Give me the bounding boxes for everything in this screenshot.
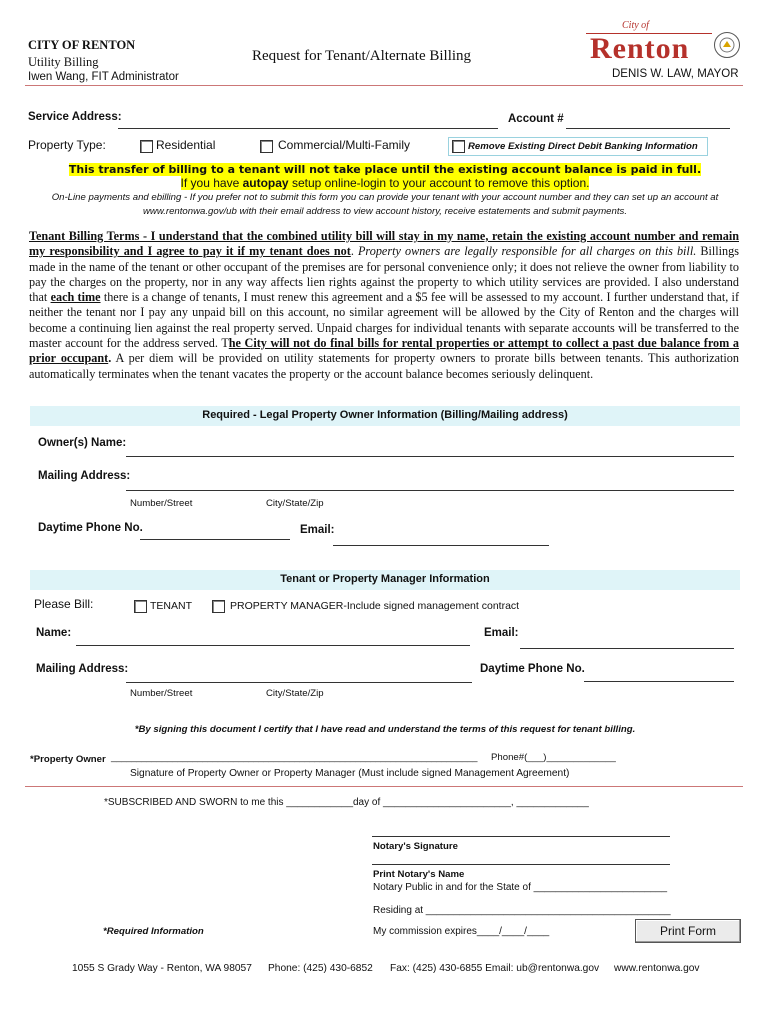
owner-email-label: Email: — [300, 524, 335, 536]
tenant-number-street-caption: Number/Street — [130, 688, 193, 699]
footer-fax-email: Fax: (425) 430-6855 Email: ub@rentonwa.gov — [390, 963, 600, 974]
signature-rule — [25, 786, 743, 787]
owner-number-street-caption: Number/Street — [130, 498, 193, 509]
footer-phone: Phone: (425) 430-6852 — [268, 963, 373, 974]
signature-caption: Signature of Property Owner or Property Manager (Must include signed Management Agreement) — [130, 768, 570, 779]
footer-address: 1055 S Grady Way - Renton, WA 98057 — [72, 963, 252, 974]
property-type-label: Property Type: — [28, 138, 106, 152]
mayor-name: DENIS W. LAW, MAYOR — [612, 68, 739, 80]
tenant-option-label: TENANT — [150, 600, 192, 612]
print-notary-name-label: Print Notary's Name — [373, 869, 465, 880]
city-seal-icon — [714, 32, 740, 58]
manager-checkbox[interactable] — [212, 600, 225, 613]
commission-expires-line[interactable]: My commission expires____/____/____ — [373, 926, 550, 937]
notice-line-1: This transfer of billing to a tenant will not take place until the existing account balance is paid in full. — [68, 163, 702, 176]
subscribed-sworn-line[interactable]: *SUBSCRIBED AND SWORN to me this ____________day of _______________________, _____________ — [104, 797, 589, 808]
tenant-name-label: Name: — [36, 627, 72, 639]
owner-phone-field-line[interactable]: Phone#(___)_____________ — [491, 752, 616, 763]
notary-public-state-line[interactable]: Notary Public in and for the State of ________________________ — [373, 882, 668, 893]
owner-names-field[interactable] — [126, 456, 734, 457]
owner-names-label: Owner(s) Name: — [38, 437, 127, 449]
residing-at-line[interactable]: Residing at ____________________________________________ — [373, 905, 671, 916]
tenant-mailing-label: Mailing Address: — [36, 663, 129, 675]
service-address-label: Service Address: — [28, 111, 122, 123]
notary-name-field[interactable] — [372, 864, 670, 865]
print-form-button[interactable]: Print Form — [635, 919, 741, 943]
billing-terms: Tenant Billing Terms - I understand that the combined utility bill will stay in my name, retain the existing account number and remain my responsibility and I agree to pay it if my tenant does not. Property owners are legally responsible for all charges on this bill. Billings made in the name of the tenant or other occupant of the premises are for personal convenience only; it does not relieve the owner from liability to pay the charges on the property, nor in any way affects lien rights against the property to which utility services are provided. I also understand that each time there is a change of tenants, I must renew this agreement and a $5 fee will be assessed to my account. I further understand that, if neither the tenant nor I pay any unpaid bill on this account, no similar agreement will be allowed by the City of Renton and the charges will become a continuing lien against the real property served. Unpaid charges for individual tenants with separate accounts will be transferred to the master account for the address served. The City will not do final bills for rental properties or attempt to collect a past due balance from a prior occupant. A per diem will be provided on utility statements for property owners to prorate bills between tenants. This authorization automatically terminates when the tenant vacates the property or the account balance becomes seriously delinquent. — [29, 229, 739, 381]
notice-line-2: If you have autopay setup online-login to your account to remove this option. — [180, 176, 590, 190]
manager-option-label: PROPERTY MANAGER-Include signed management contract — [230, 600, 520, 612]
commercial-label: Commercial/Multi-Family — [278, 138, 411, 152]
tenant-checkbox[interactable] — [134, 600, 147, 613]
renton-logo — [586, 20, 746, 72]
notary-signature-field[interactable] — [372, 836, 670, 837]
tenant-name-field[interactable] — [76, 645, 470, 646]
tenant-phone-label: Daytime Phone No. — [480, 663, 585, 675]
owner-mailing-field[interactable] — [126, 490, 734, 491]
city-name: CITY OF RENTON — [28, 38, 136, 52]
owner-phone-label: Daytime Phone No. — [38, 522, 143, 534]
commercial-checkbox[interactable] — [260, 140, 273, 153]
department-name: Utility Billing — [28, 55, 99, 69]
header-rule — [25, 85, 743, 86]
residential-label: Residential — [156, 138, 216, 152]
certify-statement: *By signing this document I certify that I have read and understand the terms of this request for tenant billing. — [134, 724, 636, 735]
owner-email-field[interactable] — [333, 545, 549, 546]
property-owner-label: *Property Owner — [30, 754, 106, 765]
notary-signature-label: Notary's Signature — [373, 841, 458, 852]
online-line-1: On-Line payments and ebilling - If you prefer not to submit this form you can provide your tenant with your account number and they can set up an account at — [51, 192, 719, 203]
tenant-email-label: Email: — [484, 627, 519, 639]
required-info-note: *Required Information — [103, 926, 204, 937]
remove-debit-label: Remove Existing Direct Debit Banking Information — [468, 141, 698, 152]
residential-checkbox[interactable] — [140, 140, 153, 153]
form-title: Request for Tenant/Alternate Billing — [252, 48, 472, 64]
administrator-name: Iwen Wang, FIT Administrator — [28, 71, 179, 83]
owner-mailing-label: Mailing Address: — [38, 470, 131, 482]
property-owner-signature-field[interactable]: ________________________________________________________________________ — [111, 752, 478, 763]
account-field[interactable] — [566, 128, 730, 129]
logo-city-of: City of — [622, 20, 649, 31]
tenant-email-field[interactable] — [520, 648, 734, 649]
owner-heading: Required - Legal Property Owner Information (Billing/Mailing address) — [202, 409, 568, 421]
remove-debit-checkbox[interactable] — [452, 140, 465, 153]
owner-city-state-zip-caption: City/State/Zip — [266, 498, 324, 509]
tenant-phone-field[interactable] — [584, 681, 734, 682]
service-address-field[interactable] — [118, 128, 498, 129]
logo-renton: Renton — [590, 32, 690, 65]
tenant-mailing-field[interactable] — [126, 682, 472, 683]
tenant-city-state-zip-caption: City/State/Zip — [266, 688, 324, 699]
account-label: Account # — [508, 113, 564, 125]
tenant-heading: Tenant or Property Manager Information — [280, 573, 490, 585]
footer-website[interactable]: www.rentonwa.gov — [614, 963, 700, 974]
owner-phone-field[interactable] — [140, 539, 290, 540]
online-line-2: www.rentonwa.gov/ub with their email address to view account history, receive estatements and submit payments. — [142, 206, 627, 217]
please-bill-label: Please Bill: — [34, 597, 94, 611]
